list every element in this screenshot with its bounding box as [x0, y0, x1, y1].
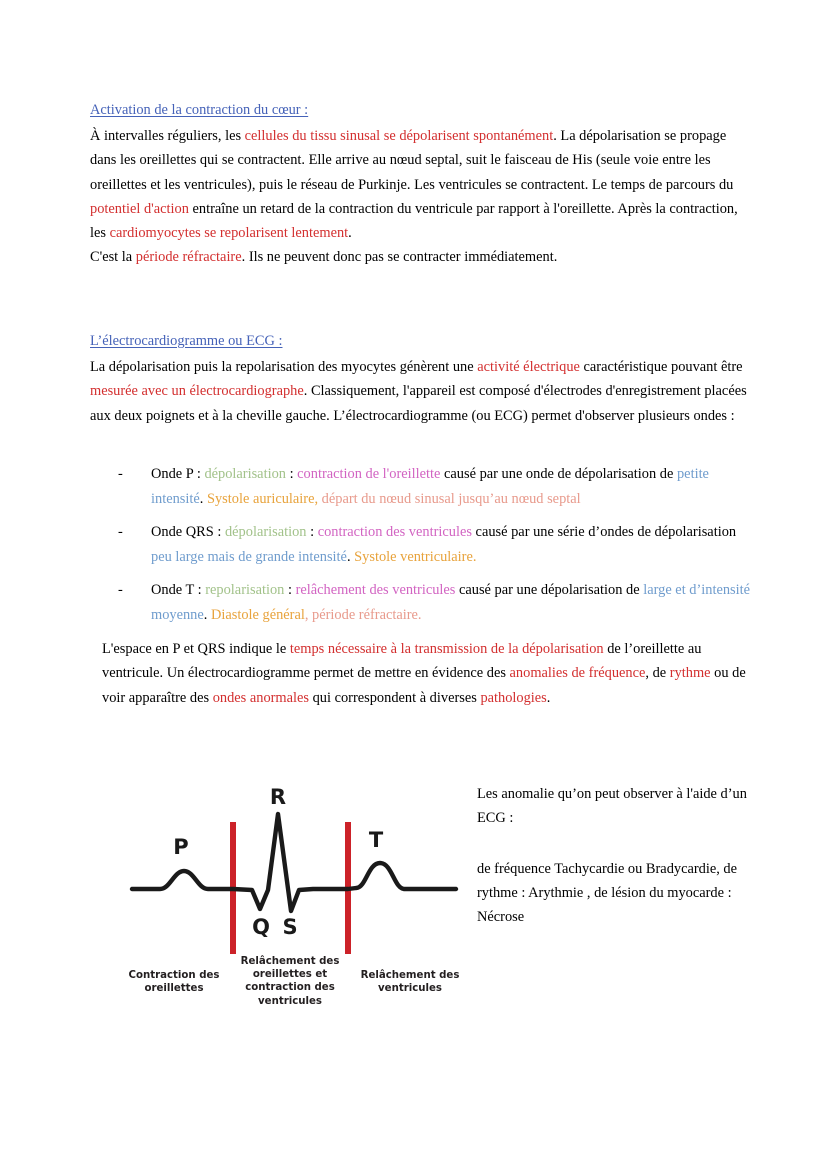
text-run: , de	[645, 665, 670, 682]
highlight-orange: Systole ventriculaire.	[354, 548, 477, 565]
wave-label-s: S	[282, 915, 298, 939]
highlight-blue: peu large mais de grande intensité	[151, 548, 347, 565]
highlight-green: dépolarisation	[204, 466, 286, 482]
section-activation-contraction	[90, 100, 750, 270]
anomalies-note	[477, 782, 757, 929]
highlight-red: rythme	[669, 665, 711, 682]
text-run: .	[348, 225, 352, 242]
text-run: :	[285, 466, 298, 482]
section1-heading: Activation de la contraction du cœur :	[90, 102, 309, 118]
wave-label-p: P	[173, 835, 189, 859]
highlight-orange: Systole auriculaire,	[206, 490, 319, 507]
caption-contraction-oreillettes: Contraction des oreillettes	[128, 970, 220, 995]
text-run: .	[546, 689, 551, 706]
text-run: .	[199, 490, 207, 507]
section1-paragraph	[90, 124, 750, 270]
highlight-red: pathologies	[480, 689, 547, 706]
ecg-captions	[118, 956, 470, 1021]
text-run: L'espace en P et QRS indique le	[102, 641, 290, 657]
onde-name: Onde QRS :	[151, 524, 225, 540]
wave-label-r: R	[269, 785, 287, 809]
text-run: ou de voir apparaître des	[102, 665, 746, 706]
text-run: caractéristique pouvant être	[579, 359, 743, 375]
onde-name: Onde P :	[151, 466, 205, 482]
caption-relachement-ventricules: Relâchement des ventricules	[360, 970, 460, 995]
text-run: .	[203, 606, 211, 623]
note-line-1: Les anomalie qu’on peut observer à l'aide d’un ECG :	[477, 786, 747, 827]
highlight-magenta: contraction des ventricules	[317, 524, 472, 540]
section-espace-p-qrs	[102, 637, 750, 710]
highlight-red: activité électrique	[477, 359, 580, 375]
highlight-magenta: relâchement des ventricules	[295, 582, 456, 598]
text-run: causé par une onde de dépolarisation de	[440, 466, 677, 482]
highlight-red: temps nécessaire à la transmission de la dépolarisation	[289, 641, 604, 657]
section2-heading: L’électrocardiogramme ou ECG :	[90, 333, 283, 349]
text-run: . Ils ne peuvent donc pas se contracter immédiatement.	[241, 249, 558, 266]
text-run: causé par une série d’ondes de dépolarisation	[471, 524, 737, 540]
text-run: :	[284, 582, 296, 598]
text-run: La dépolarisation puis la repolarisation des myocytes génèrent une	[90, 359, 478, 375]
section3-paragraph	[102, 637, 750, 710]
bullet-dash: -	[118, 466, 123, 482]
highlight-red: cellules du tissu sinusal se dépolarisent spontanément	[244, 128, 554, 144]
note-line-2: de fréquence Tachycardie ou Bradycardie, de rythme : Arythmie , de lésion du myocarde : Nécrose	[477, 860, 738, 926]
text-run: de l’oreillette au ventricule. Un électrocardiogramme permet de mettre en évidence des	[102, 641, 702, 682]
highlight-blue: petite intensité	[151, 466, 709, 507]
highlight-red: période réfractaire	[135, 249, 242, 266]
text-run: . La dépolarisation se propage dans les oreillettes qui se contractent. Elle arrive au nœud septal, suit le faisceau de His (seule voie entre les oreillettes et les ventricules), puis le réseau de Purkinje. Les ventricules se contractent. Le temps de parcours du	[90, 128, 734, 193]
text-run: causé par une dépolarisation de	[455, 582, 644, 598]
wave-label-q: Q	[252, 915, 270, 939]
bullet-dash: -	[118, 524, 123, 540]
highlight-red: mesurée avec un électrocardiographe	[90, 383, 304, 400]
wave-label-t: T	[368, 828, 384, 852]
highlight-blue: large et d’intensité moyenne	[151, 582, 751, 623]
highlight-magenta: contraction de l'oreillette	[297, 466, 441, 482]
text-run: . Classiquement, l'appareil est composé d'électrodes d'enregistrement placées aux deux poignets et à la cheville gauche. L’électrocardiogramme (ou ECG) permet d'observer plusieurs ondes :	[90, 383, 747, 424]
ecg-trace-path	[132, 814, 456, 911]
highlight-red: ondes anormales	[212, 689, 309, 706]
text-run: :	[306, 524, 318, 540]
highlight-red: anomalies de fréquence	[509, 665, 646, 682]
bullet-dash: -	[118, 582, 123, 598]
section-electrocardiogramme	[90, 331, 750, 428]
list-item	[118, 462, 758, 511]
text-run: C'est la	[90, 249, 136, 266]
text-run: .	[346, 548, 355, 565]
onde-name: Onde T :	[151, 582, 206, 598]
text-run: À intervalles réguliers, les	[90, 128, 245, 144]
highlight-red: cardiomyocytes se repolarisent lentement	[109, 225, 349, 242]
highlight-green: repolarisation	[205, 582, 285, 598]
highlight-salmon: départ du nœud sinusal jusqu’au nœud septal	[318, 490, 581, 507]
highlight-green: dépolarisation	[224, 524, 307, 540]
text-run: qui correspondent à diverses	[309, 689, 481, 706]
highlight-orange: Diastole général	[210, 606, 305, 623]
section2-paragraph	[90, 355, 750, 428]
ondes-list	[118, 462, 758, 636]
caption-relachement-oreillettes: Relâchement des oreillettes et contraction des ventricules	[240, 956, 340, 1007]
text-run: entraîne un retard de la contraction du ventricule par rapport à l'oreillette. Après la contraction, les	[90, 200, 738, 242]
list-item	[118, 578, 758, 627]
highlight-red: potentiel d'action	[90, 200, 189, 217]
list-item	[118, 520, 758, 569]
highlight-salmon: , période réfractaire.	[304, 606, 422, 623]
note-spacer	[477, 831, 757, 857]
